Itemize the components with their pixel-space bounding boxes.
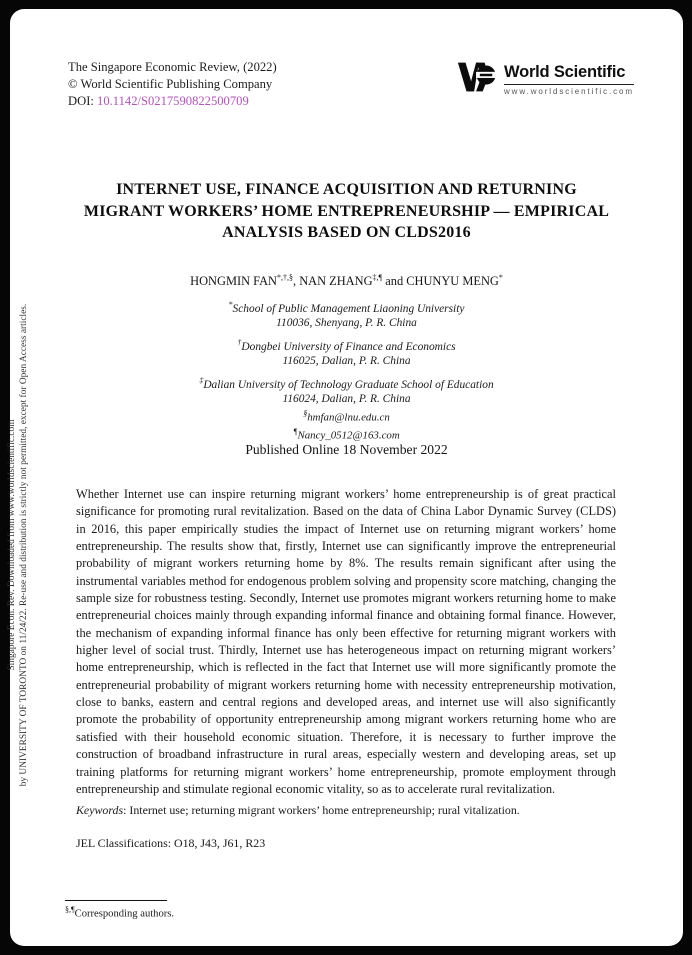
doi-line: [68, 93, 277, 110]
author-2: NAN ZHANG: [299, 274, 373, 289]
affiliation-2-address: 116025, Dalian, P. R. China: [282, 355, 411, 368]
journal-name: The Singapore Economic Review, (2022): [68, 60, 277, 74]
email-1: §hmfan@lnu.edu.cn: [303, 408, 390, 424]
publisher-logo: [456, 57, 652, 97]
journal-header: [68, 59, 277, 110]
author-2-marks: ‡,¶: [372, 273, 383, 282]
footnote-rule: [65, 900, 167, 901]
author-3-marks: *: [498, 273, 503, 282]
doi-label: DOI:: [68, 94, 98, 108]
affiliations: [10, 298, 683, 449]
abstract-text: Whether Internet use can inspire returning migrant workers’ home entrepreneurship is of great practical significance for promoting rural revitalization. Based on the data of China Labor Dynamic Survey (CLDS) in 2016, this paper empirically studies the impact of Internet use on returning migrant workers’ home entrepreneurship. The results show that, firstly, Internet use can significantly improve the entrepreneurial probability of migrant workers returning home by 8%. The results remain significant after using the instrumental variables method for endogenous problem solving and propensity score matching, changing the sample size for robustness testing. Secondly, Internet use promotes migrant workers returning home to make entrepreneurial choices mainly through expanding informal finance and obtaining formal finance. However, the mechanism of expanding informal finance has only been effective for returning migrant workers with higher level of social trust. Thirdly, Internet use has heterogeneous impact on returning migrant workers’ home entrepreneurship, which is reflected in the fact that Internet use will more significantly promote the entrepreneurial probability of migrant workers returning home with necessity entrepreneurship motivation, close to banks, eastern and central regions and developed areas, and internet use will also significantly promote the probability of opportunity entrepreneurship among migrant workers returning home who are satisfied with their household economic situation. Therefore, it is necessary to further improve the construction of broadband infrastructure in rural areas, especially western and developing areas, set up training platforms for returning migrant workers’ home entrepreneurship, promote employment through entrepreneurship and stimulate regional economic vitality, so as to accelerate rural revitalization.: [76, 487, 616, 796]
corresponding-authors-footnote: §,¶Corresponding authors.: [65, 905, 175, 920]
email-2: ¶Nancy_0512@163.com: [293, 427, 400, 442]
affiliation-1: *School of Public Management Liaoning University 110036, Shenyang, P. R. China: [10, 298, 683, 331]
title-line-3: ANALYSIS BASED ON CLDS2016: [222, 224, 471, 242]
author-3: CHUNYU MENG: [406, 274, 499, 289]
author-1-marks: *,†,§: [277, 273, 294, 282]
affiliation-3-name: Dalian University of Technology Graduate School of Education: [203, 378, 494, 391]
publisher-url: www.worldscientific.com: [504, 84, 634, 96]
author-1: HONGMIN FAN: [190, 274, 278, 289]
affiliation-1-address: 110036, Shenyang, P. R. China: [276, 317, 417, 330]
published-online-line: Published Online 18 November 2022: [245, 442, 448, 457]
download-notice-line1: Singapore Econ. Rev. Downloaded from www.worldscientific.com: [7, 419, 17, 671]
doi-link[interactable]: 10.1142/S0217590822500709: [97, 94, 249, 108]
title-line-2: MIGRANT WORKERS’ HOME ENTREPRENEURSHIP — EMPIRICAL: [83, 202, 610, 220]
paper-title: [10, 179, 683, 244]
author-line: HONGMIN FAN*,†,§, NAN ZHANG‡,¶ and CHUNYU MENG*: [190, 273, 503, 289]
affiliation-3-address: 116024, Dalian, P. R. China: [282, 393, 411, 406]
title-line-1: INTERNET USE, FINANCE ACQUISITION AND RETURNING: [116, 181, 577, 198]
affiliation-2-name: Dongbei University of Finance and Economics: [241, 340, 456, 353]
footnote-marker: §,¶: [65, 905, 75, 914]
jel-classifications-line: JEL Classifications: O18, J43, J61, R23: [76, 836, 266, 850]
affiliation-1-name: School of Public Management Liaoning University: [232, 302, 465, 315]
publisher-name: World Scientific: [504, 63, 626, 81]
keywords-label: Keywords: [76, 803, 124, 817]
keywords-line: [76, 803, 616, 818]
affiliation-2: †Dongbei University of Finance and Economics 116025, Dalian, P. R. China: [10, 336, 683, 369]
logo-text: [504, 57, 634, 96]
world-scientific-logo-icon: [456, 57, 498, 97]
affiliation-3: ‡Dalian University of Technology Graduate School of Education 116024, Dalian, P. R. China §hmfan@lnu.edu.cn ¶Nancy_0512@163.com: [10, 374, 683, 444]
download-notice-line2: by UNIVERSITY OF TORONTO on 11/24/22. Re-use and distribution is strictly not permitted, except for Open Access articles.: [18, 303, 29, 787]
copyright-line: © World Scientific Publishing Company: [68, 77, 273, 91]
keywords-text: : Internet use; returning migrant workers’ home entrepreneurship; rural vitalization.: [123, 803, 520, 817]
document-page: [7, 9, 683, 946]
